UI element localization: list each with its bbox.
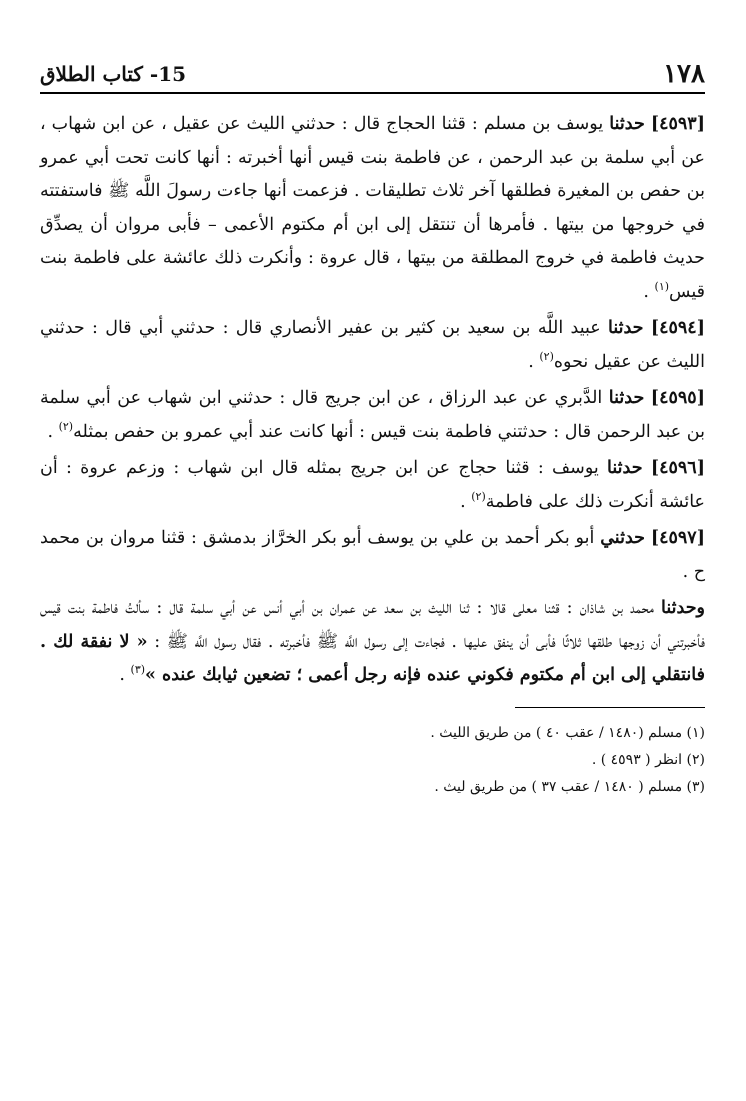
hadith-text: عبيد اللَّه بن سعيد بن كثير بن عفير الأنصاري قال : حدثني أبي قال : حدثني الليث عن عقيل نحوه (40, 318, 705, 372)
hadith-end: . (528, 351, 540, 372)
narration-lead: حدثنا (608, 388, 645, 408)
hadith-4595 (40, 382, 705, 449)
hadith-text: يوسف : قثنا حجاج عن ابن جريج بمثله قال ابن شهاب : وزعم عروة : أن عائشة أنكرت ذلك على فاطمة (40, 458, 705, 512)
footnotes (40, 720, 705, 801)
narration-lead: حدثنا (607, 458, 643, 478)
hadith-number: [٤٥٩٤] (650, 318, 705, 338)
hadith-end: . (119, 665, 131, 685)
prophet-quote: « لا نفقة لك . فانتقلي إلى ابن أم مكتوم فكوني عنده فإنه رجل أعمى ؛ تضعين ثيابك عنده » (40, 631, 705, 685)
hadith-end: . (460, 491, 472, 512)
hadith-end: . (643, 281, 655, 302)
footnote-ref: (١) (654, 279, 670, 293)
hadith-4597-continued (40, 592, 705, 693)
footnote-2: (٢) انظر ( ٤٥٩٣ ) . (591, 751, 705, 768)
hadith-4594 (40, 312, 705, 379)
hadith-number: [٤٥٩٧] (650, 528, 705, 548)
page-body (40, 108, 705, 801)
footnote-1: (١) مسلم (١٤٨٠ / عقب ٤٠ ) من طريق الليث . (430, 724, 705, 741)
narration-lead: وحدثنا (661, 598, 705, 618)
footnote-ref: (٢) (58, 419, 74, 433)
narration-lead: حدثنا (608, 318, 644, 338)
narration-lead: حدثني (600, 528, 645, 548)
footnote-3: (٣) مسلم ( ١٤٨٠ / عقب ٣٧ ) من طريق ليث . (434, 778, 705, 795)
footnote-separator (515, 707, 705, 708)
narration-lead: حدثنا (609, 114, 645, 134)
hadith-text: الدَّبري عن عبد الرزاق ، عن ابن جريج قال : حدثني ابن شهاب عن أبي سلمة بن عبد الرحمن قال : حدثتني فاطمة بنت قيس : أنها كانت عند أبي عمرو بن حفص بمثله (40, 388, 705, 442)
footnote-ref: (٢) (539, 349, 554, 363)
hadith-text: محمد بن شاذان : قثنا معلى قالا : ثنا الليث بن سعد عن عمران بن أبي أنس عن أبي سلمة قال : سألتُ فاطمة بنت قيس فأخبرتني أن زوجها طلقها ثلاثًا فأبى أن ينفق عليها . فجاءت إلى رسول اللَّه ﷺ فأخبرته . فقال رسول اللَّه ﷺ : (40, 598, 705, 652)
hadith-number: [٤٥٩٥] (650, 388, 705, 408)
hadith-number: [٤٥٩٣] (650, 114, 705, 134)
running-head: 15- كتاب الطلاق (40, 62, 187, 86)
footnote-ref: (٣) (130, 663, 146, 677)
hadith-end: . (47, 421, 59, 442)
hadith-4596 (40, 452, 705, 519)
hadith-text: يوسف بن مسلم : قثنا الحجاج قال : حدثني الليث عن عقيل ، عن ابن شهاب ، عن أبي سلمة بن عبد الرحمن ، عن فاطمة بنت قيس أنها أخبرته : أنها كانت تحت أبي عمرو بن حفص بن المغيرة فطلقها آخر ثلاث تطليقات . فزعمت أنها جاءت رسولَ اللَّه ﷺ فاستفتته في خروجها من بيتها . فأمرها أن تنتقل إلى ابن أم مكتوم الأعمى – فأبى مروان أن يصدِّق حديث فاطمة في خروج المطلقة من بيتها ، قال عروة : وأنكرت ذلك عائشة على فاطمة بنت قيس (40, 114, 705, 302)
page-number: ١٧٨ (663, 59, 705, 89)
hadith-4597 (40, 522, 705, 589)
book-page (40, 52, 705, 1052)
hadith-4593 (40, 108, 705, 309)
footnote-ref: (٢) (471, 489, 486, 503)
hadith-text: أبو بكر أحمد بن علي بن يوسف أبو بكر الخرَّاز بدمشق : قثنا مروان بن محمد ح . (40, 528, 705, 582)
hadith-number: [٤٥٩٦] (650, 458, 705, 478)
page-header (40, 52, 705, 94)
